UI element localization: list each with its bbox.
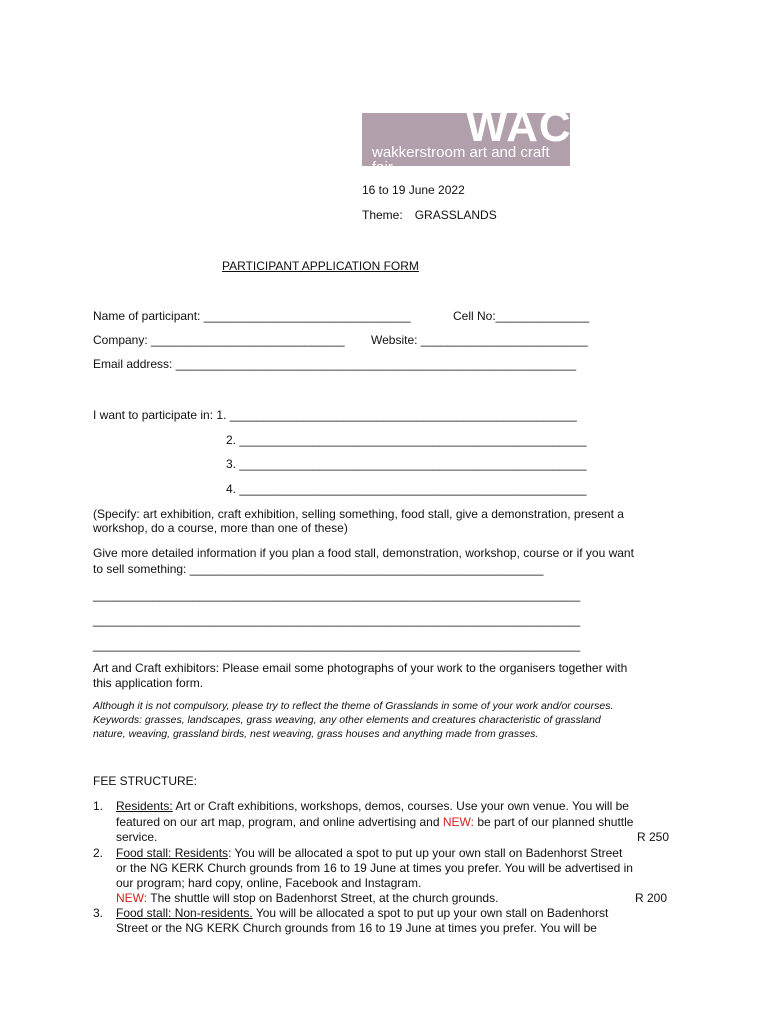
specify-text-2: workshop, do a course, more than one of these)	[93, 521, 348, 535]
wacf-logo	[362, 102, 600, 176]
fee-price: R 200	[635, 891, 668, 905]
event-theme	[362, 208, 497, 222]
logo-mark: WACF	[466, 102, 600, 151]
fee-line: NEW: The shuttle will stop on Badenhorst Street, at the church grounds.	[116, 891, 499, 905]
theme-note-1: Although it is not compulsory, please try to reflect the theme of Grasslands in some of your work and/or courses.	[93, 700, 614, 712]
theme-value: GRASSLANDS	[414, 208, 497, 222]
fee-title: Food stall: Residents	[116, 846, 229, 860]
email-field[interactable]: Email address: ____________________________________________________________	[93, 357, 577, 371]
details-blank-line[interactable]: _________________________________________________________________________	[93, 588, 581, 602]
fee-line: Residents: Art or Craft exhibitions, workshops, demos, courses. Use your own venue. You will be	[116, 799, 629, 813]
fee-price: R 250	[637, 830, 670, 844]
fee-title: Food stall: Non-residents.	[116, 906, 253, 920]
details-text-1: Give more detailed information if you plan a food stall, demonstration, workshop, course or if you want	[93, 546, 634, 560]
specify-text-1: (Specify: art exhibition, craft exhibition, selling something, food stall, give a demonstration, present a	[93, 507, 624, 521]
logo-subtitle: wakkerstroom art and craft fair	[372, 144, 550, 176]
event-dates: 16 to 19 June 2022	[362, 183, 465, 197]
fee-line: or the NG KERK Church grounds from 16 to 19 June at times you prefer. You will be advertised in	[116, 861, 633, 875]
new-badge: NEW:	[442, 815, 474, 829]
fee-line: Food stall: Non-residents. You will be allocated a spot to put up your own stall on Badenhorst	[116, 906, 609, 920]
exhibitors-text-2: this application form.	[93, 676, 204, 690]
fee-line: featured on our art map, program, and online advertising and NEW: be part of our planned shuttle	[116, 815, 634, 829]
theme-label: Theme:	[362, 208, 403, 222]
fee-title: Residents:	[116, 799, 173, 813]
participate-line-1[interactable]: I want to participate in: 1. ____________________________________________________	[93, 408, 577, 422]
details-blank-line[interactable]: _________________________________________________________________________	[93, 638, 581, 652]
company-field[interactable]: Company: _____________________________	[93, 333, 345, 347]
fee-line: Street or the NG KERK Church grounds from 16 to 19 June at times you prefer. You will be	[116, 921, 597, 935]
website-field[interactable]: Website: _________________________	[371, 333, 588, 347]
cell-number-field[interactable]: Cell No:______________	[453, 309, 590, 323]
fee-number: 1.	[93, 799, 104, 813]
details-field[interactable]: to sell something: _____________________________________________________	[93, 562, 544, 576]
participant-name-field[interactable]: Name of participant: _______________________________	[93, 309, 411, 323]
theme-note-2: Keywords: grasses, landscapes, grass weaving, any other elements and creatures characteristic of grassland	[93, 714, 601, 726]
fee-line: service.	[116, 830, 158, 844]
participate-line-2[interactable]: 2. ____________________________________________________	[226, 433, 587, 447]
theme-note-3: nature, weaving, grassland birds, nest weaving, grass houses and anything made from grasses.	[93, 728, 539, 740]
exhibitors-text-1: Art and Craft exhibitors: Please email some photographs of your work to the organisers together with	[93, 661, 628, 675]
participate-line-3[interactable]: 3. ____________________________________________________	[226, 457, 587, 471]
fee-number: 2.	[93, 846, 104, 860]
participate-line-4[interactable]: 4. ____________________________________________________	[226, 482, 587, 496]
fee-number: 3.	[93, 906, 104, 920]
form-title: PARTICIPANT APPLICATION FORM	[222, 259, 419, 273]
details-blank-line[interactable]: _________________________________________________________________________	[93, 613, 581, 627]
new-badge: NEW:	[116, 891, 148, 905]
fee-line: our program; hard copy, online, Facebook and Instagram.	[116, 876, 422, 890]
fee-line: Food stall: Residents: You will be allocated a spot to put up your own stall on Badenhorst Street	[116, 846, 623, 860]
fee-heading: FEE STRUCTURE:	[93, 774, 198, 788]
